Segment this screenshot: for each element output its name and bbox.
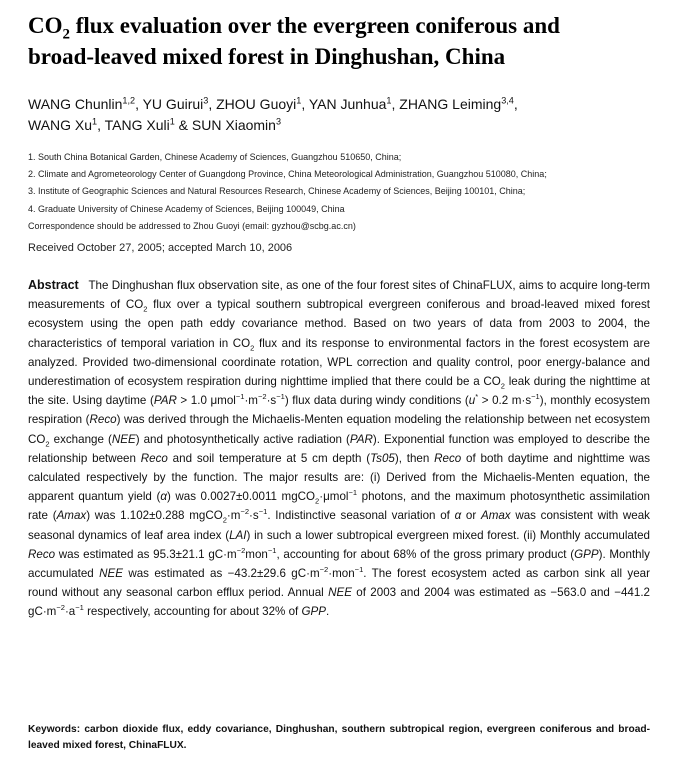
abstract-text: . The forest ecosystem acted as carbon sink all year round without any seasonal carbon efflux period. Annual <box>28 567 650 600</box>
abstract-text: of both daytime and nighttime was calculated respectively by the function. The major results are: (i) Derived from the Michaelis-Menten equation, the apparent quantum yield ( <box>28 451 650 504</box>
abstract-text: ) and photosynthetically active radiation ( <box>135 432 350 446</box>
abstract-text: of 2003 and 2004 was estimated as −563.0 and −441.2 gC·m <box>28 586 650 619</box>
abstract-text: ·s <box>249 509 259 523</box>
abstract-superscript: −1 <box>276 392 285 402</box>
abstract-variable: Reco <box>89 413 117 427</box>
abstract-text: ·s <box>266 394 277 408</box>
title-subscript: 2 <box>62 26 70 43</box>
abstract-subscript: 2 <box>250 342 255 352</box>
abstract-text: ) was 1.102±0.288 mgCO <box>86 509 223 523</box>
title-text: broad-leaved mixed forest in Dinghushan, China <box>28 44 506 69</box>
author-affil-mark: 1,2 <box>122 95 136 106</box>
author-affil-mark: 1 <box>386 95 392 106</box>
abstract-variable: Reco <box>140 451 168 465</box>
abstract-text: ), monthly ecosystem respiration ( <box>28 394 650 427</box>
abstract-variable: Reco <box>28 547 56 561</box>
abstract-text: was estimated as 95.3±21.1 gC·m <box>55 547 237 561</box>
abstract-variable: Reco <box>434 451 462 465</box>
correspondence-note: Correspondence should be addressed to Zhou Guoyi (email: gyzhou@scbg.ac.cn) <box>28 220 356 231</box>
author-separator: , <box>301 96 309 112</box>
abstract-text: and soil temperature at 5 cm depth ( <box>167 451 371 465</box>
affiliation-item: 1. South China Botanical Garden, Chinese Academy of Sciences, Guangzhou 510650, China; <box>28 152 402 162</box>
abstract-subscript: 2 <box>143 304 148 314</box>
abstract-text: respectively, accounting for about 32% of <box>83 605 302 619</box>
abstract-variable: α <box>454 509 462 523</box>
abstract-text: or <box>461 509 481 523</box>
abstract-variable: u <box>468 394 476 408</box>
abstract-paragraph <box>28 276 650 622</box>
title-text: CO <box>28 13 63 38</box>
abstract-superscript: −1 <box>258 507 268 517</box>
abstract-variable: GPP <box>574 547 599 561</box>
author-separator: , <box>135 96 143 112</box>
author-separator: , <box>391 96 400 112</box>
author-affil-mark: 3 <box>275 116 282 127</box>
abstract-superscript: −2 <box>257 392 267 402</box>
author-separator: , <box>97 117 105 133</box>
keywords-text: carbon dioxide flux, eddy covariance, Dinghushan, southern subtropical region, evergreen coniferous and broad-leaved mixed forest, ChinaFLUX. <box>28 724 650 751</box>
author-name: WANG Xu <box>28 117 93 133</box>
author-affil-mark: 3 <box>203 95 209 106</box>
abstract-superscript: −2 <box>236 545 246 555</box>
abstract-text: exchange ( <box>49 432 112 446</box>
abstract-text: ) flux data during windy conditions ( <box>284 394 469 408</box>
abstract-subscript: 2 <box>222 515 227 525</box>
abstract-superscript: −1 <box>75 603 84 613</box>
abstract-text: was consistent with weak seasonal dynamics of leaf area index ( <box>28 509 650 542</box>
abstract-text: flux over a typical southern subtropical evergreen coniferous and broad-leaved mixed forest ecosystem using the open path eddy covariance method. Based on two years of data from 2003 to 2004, the characteristics of temporal variation in CO <box>28 298 650 350</box>
abstract-variable: NEE <box>328 586 352 600</box>
abstract-superscript: −2 <box>319 565 329 575</box>
abstract-subscript: 2 <box>315 496 320 506</box>
author-name: WANG Chunlin <box>28 96 123 112</box>
abstract-text: , accounting for about 68% of the gross primary product ( <box>276 547 575 561</box>
abstract-subscript: 2 <box>45 438 50 448</box>
author-list <box>28 94 658 136</box>
affiliation-item: 2. Climate and Agrometeorology Center of Guangdong Province, China Meteorological Administration, Guangzhou 510080, China; <box>28 169 547 180</box>
author-separator: , <box>208 96 217 112</box>
abstract-superscript: −1 <box>354 565 364 575</box>
abstract-text: The Dinghushan flux observation site, as one of the four forest sites of ChinaFLUX, aims to acquire long-term measurements of CO <box>28 279 650 312</box>
author-affil-mark: 1 <box>169 116 175 127</box>
abstract-text: leak during the nighttime at the site. Using daytime ( <box>28 375 650 408</box>
abstract-text: ·m <box>244 394 258 408</box>
abstract-superscript: −1 <box>267 545 277 555</box>
abstract-text: photons, and the maximum photosynthetic assimilation rate ( <box>28 490 651 523</box>
abstract-text: flux and its response to environmental factors in the forest ecosystem are analyzed. Provided two-dimensional coordinate rotation, WPL correction and quality control, poor energy-balance and underestimation of ecosystem respiration during nighttime implied that there could be a CO <box>28 336 650 389</box>
abstract-variable: Ts05 <box>370 451 395 465</box>
author-separator: & <box>174 117 192 133</box>
received-dates: Received October 27, 2005; accepted March 10, 2006 <box>28 242 293 254</box>
abstract-variable: GPP <box>301 605 326 619</box>
abstract-text: ) was derived through the Michaelis-Menten equation modeling the relationship between net ecosystem CO <box>28 413 650 446</box>
abstract-text: was estimated as −43.2±29.6 gC·m <box>122 567 320 581</box>
abstract-superscript: −1 <box>531 392 540 402</box>
abstract-text: mon <box>245 547 268 561</box>
abstract-variable: NEE <box>99 567 123 581</box>
author-affil-mark: 3,4 <box>501 95 514 106</box>
paper-title <box>28 10 658 72</box>
abstract-text: ·a <box>64 605 76 619</box>
abstract-text: . Indistinctive seasonal variation of <box>267 509 455 523</box>
abstract-variable: NEE <box>111 432 136 446</box>
abstract-variable: Amax <box>480 509 511 523</box>
abstract-label: Abstract <box>28 278 79 292</box>
abstract-subscript: 2 <box>500 381 505 391</box>
abstract-text: ·μmol <box>319 490 349 504</box>
abstract-superscript: −1 <box>348 488 358 498</box>
keywords-label: Keywords: <box>28 724 81 735</box>
affiliation-list <box>28 149 658 235</box>
author-affil-mark: 1 <box>296 95 302 106</box>
author-name: YU Guirui <box>142 96 204 112</box>
title-text: flux evaluation over the evergreen coniferous and <box>69 13 560 38</box>
abstract-text: > 0.2 m·s <box>478 394 532 408</box>
abstract-variable: Amax <box>56 509 87 523</box>
author-name: ZHOU Guoyi <box>216 96 297 112</box>
abstract-variable: LAI <box>229 528 247 542</box>
abstract-superscript: −2 <box>56 603 65 613</box>
author-name: TANG Xuli <box>104 117 170 133</box>
abstract-variable: PAR <box>153 394 177 408</box>
author-name: YAN Junhua <box>308 96 387 112</box>
abstract-text: ) in such a lower subtropical evergreen mixed forest. (ii) Monthly accumulated <box>246 528 650 542</box>
abstract-text: ). Monthly accumulated <box>28 547 650 581</box>
abstract-text: . <box>325 605 330 619</box>
abstract-text: ·m <box>226 509 241 523</box>
abstract-superscript: −1 <box>235 392 245 402</box>
affiliation-item: 4. Graduate University of Chinese Academy of Sciences, Beijing 100049, China <box>28 203 345 214</box>
abstract-text: ) was 0.0027±0.0011 mgCO <box>166 490 316 504</box>
abstract-superscript: −2 <box>240 507 250 517</box>
abstract-superscript: * <box>475 392 479 402</box>
keywords-paragraph <box>28 722 650 754</box>
abstract-variable: α <box>160 490 167 504</box>
author-separator: , <box>513 96 518 112</box>
abstract-variable: PAR <box>349 432 373 446</box>
author-name: ZHANG Leiming <box>399 96 502 112</box>
affiliation-item: 3. Institute of Geographic Sciences and Natural Resources Research, Chinese Academy of Sciences, Beijing 100101, China; <box>28 186 526 197</box>
abstract-text: ), then <box>394 451 435 465</box>
abstract-text: ·mon <box>328 567 355 581</box>
abstract-text: ). Exponential function was employed to describe the relationship between <box>28 432 651 465</box>
author-name: SUN Xiaomin <box>191 117 276 133</box>
abstract-text: > 1.0 μmol <box>176 394 236 408</box>
author-affil-mark: 1 <box>92 116 98 127</box>
